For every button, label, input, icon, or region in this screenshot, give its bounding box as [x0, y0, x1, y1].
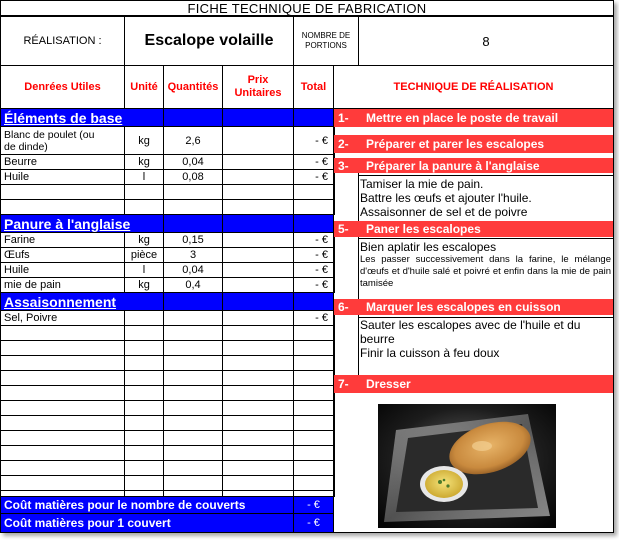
ingredient-total	[293, 370, 335, 386]
ingredient-name	[0, 184, 125, 200]
col-header-technique: TECHNIQUE DE RÉALISATION	[333, 65, 614, 109]
footer-value-per-cover: - €	[293, 513, 334, 533]
ingredient-price	[222, 126, 294, 155]
ingredient-qty	[163, 475, 223, 491]
ingredient-unit	[124, 325, 164, 341]
ingredient-qty	[163, 430, 223, 446]
ingredient-qty: 0,4	[163, 277, 223, 293]
ingredient-price	[222, 262, 294, 278]
ingredient-qty	[163, 355, 223, 371]
ingredient-qty	[163, 415, 223, 431]
step-3-line: Tamiser la mie de pain.	[360, 177, 484, 191]
ingredient-name	[0, 400, 125, 416]
ingredient-price	[222, 370, 294, 386]
ingredient-price	[222, 247, 294, 263]
ingredient-name	[0, 340, 125, 356]
ingredient-qty	[163, 445, 223, 461]
step-5-body	[360, 240, 611, 290]
ingredient-price	[222, 277, 294, 293]
ingredient-price	[222, 232, 294, 248]
step-3-header	[334, 158, 613, 173]
ingredient-price	[222, 415, 294, 431]
ingredient-qty	[163, 325, 223, 341]
ingredient-unit: pièce	[124, 247, 164, 263]
ingredient-name	[0, 460, 125, 476]
step-6-body	[360, 318, 590, 360]
ingredient-name	[0, 475, 125, 491]
ingredient-total	[293, 475, 335, 491]
ingredient-unit	[124, 199, 164, 215]
ingredient-total: - €	[293, 247, 335, 263]
ingredient-unit: l	[124, 169, 164, 185]
step-6-header	[334, 299, 613, 315]
ingredient-price	[222, 400, 294, 416]
step-2-number: 2-	[338, 137, 349, 151]
ingredient-unit	[124, 370, 164, 386]
portions-label: NOMBRE DE PORTIONS	[293, 16, 359, 66]
step-3-line: Battre les œufs et ajouter l'huile.	[360, 191, 532, 205]
ingredient-name	[0, 370, 125, 386]
ingredient-name	[0, 199, 125, 215]
step-6-line: Finir la cuisson à feu doux	[360, 346, 500, 360]
ingredient-unit	[124, 385, 164, 401]
plated-escalope-photo	[378, 404, 556, 528]
ingredient-total: - €	[293, 169, 335, 185]
step-2-header	[334, 135, 613, 153]
ingredient-qty: 2,6	[163, 126, 223, 155]
ingredient-unit	[124, 340, 164, 356]
ingredient-total: - €	[293, 277, 335, 293]
ingredient-unit	[124, 460, 164, 476]
recipe-name: Escalope volaille	[124, 16, 294, 66]
ingredient-total	[293, 184, 335, 200]
ingredient-name	[0, 385, 125, 401]
ingredient-name: Huile	[0, 169, 125, 185]
col-header-denrees: Denrées Utiles	[0, 65, 125, 109]
ingredient-name: mie de pain	[0, 277, 125, 293]
step-7-title: Dresser	[366, 377, 411, 391]
ingredients-table	[0, 108, 334, 496]
ingredient-price	[222, 430, 294, 446]
ingredient-price	[222, 385, 294, 401]
ingredient-price	[222, 154, 294, 170]
ingredient-total	[293, 430, 335, 446]
ingredient-total	[293, 445, 335, 461]
ingredient-name: Beurre	[0, 154, 125, 170]
ingredient-total	[293, 400, 335, 416]
ingredient-unit	[124, 400, 164, 416]
ingredient-total: - €	[293, 232, 335, 248]
ingredient-total: - €	[293, 126, 335, 155]
footer-label-total: Coût matières pour le nombre de couverts	[0, 496, 294, 514]
step-5-line: Les passer successivement dans la farine, le mélange d'œufs et d'huile salé et poivré et enfin dans la mie de pain tamisée	[360, 254, 611, 289]
ingredient-qty	[163, 385, 223, 401]
footer-value-total: - €	[293, 496, 334, 514]
section-title: Éléments de base	[0, 108, 164, 127]
step-3-number: 3-	[338, 158, 349, 173]
ingredient-name: Huile	[0, 262, 125, 278]
ingredient-total	[293, 340, 335, 356]
ingredient-price	[222, 445, 294, 461]
ingredient-name: Œufs	[0, 247, 125, 263]
step-2-title: Préparer et parer les escalopes	[366, 137, 545, 151]
step-6-number: 6-	[338, 300, 349, 314]
ingredient-unit	[124, 430, 164, 446]
ingredient-unit: kg	[124, 154, 164, 170]
step-7-header	[334, 375, 613, 393]
sheet-title: FICHE TECHNIQUE DE FABRICATION	[0, 0, 614, 16]
ingredient-total	[293, 415, 335, 431]
ingredient-unit	[124, 184, 164, 200]
ingredient-qty	[163, 184, 223, 200]
section-title: Panure à l'anglaise	[0, 214, 164, 233]
section-band	[163, 214, 334, 233]
col-header-quantites: Quantités	[163, 65, 223, 109]
ingredient-name	[0, 430, 125, 446]
portions-value: 8	[358, 16, 614, 66]
ingredient-price	[222, 310, 294, 326]
section-title: Assaisonnement	[0, 292, 164, 311]
ingredient-price	[222, 475, 294, 491]
ingredient-qty: 0,15	[163, 232, 223, 248]
ingredient-unit	[124, 445, 164, 461]
ingredient-qty	[163, 340, 223, 356]
ingredient-name	[0, 445, 125, 461]
ingredient-price	[222, 460, 294, 476]
section-band	[163, 292, 334, 311]
step-1-number: 1-	[338, 111, 349, 125]
ingredient-unit	[124, 475, 164, 491]
ingredient-qty: 0,04	[163, 262, 223, 278]
ingredient-qty: 0,08	[163, 169, 223, 185]
col-header-prix: Prix Unitaires	[222, 65, 294, 109]
ingredient-total	[293, 199, 335, 215]
ingredient-qty	[163, 199, 223, 215]
ingredient-qty	[163, 310, 223, 326]
ingredient-name	[0, 355, 125, 371]
ingredient-price	[222, 355, 294, 371]
food-photo-image	[378, 404, 556, 528]
ingredient-name	[0, 415, 125, 431]
ingredient-name	[0, 325, 125, 341]
ingredient-unit: kg	[124, 277, 164, 293]
ingredient-total	[293, 385, 335, 401]
ingredient-total: - €	[293, 262, 335, 278]
ingredient-unit: kg	[124, 126, 164, 155]
ingredient-name: Blanc de poulet (ou de dinde)	[0, 126, 125, 155]
section-band	[163, 108, 334, 127]
ingredient-total: - €	[293, 154, 335, 170]
step-3-title: Préparer la panure à l'anglaise	[366, 158, 540, 173]
step-5-line: Bien aplatir les escalopes	[360, 240, 497, 254]
ingredient-unit	[124, 310, 164, 326]
footer-label-per-cover: Coût matières pour 1 couvert	[0, 513, 294, 533]
ingredient-name: Farine	[0, 232, 125, 248]
col-header-unite: Unité	[124, 65, 164, 109]
ingredient-price	[222, 325, 294, 341]
step-7-number: 7-	[338, 377, 349, 391]
step-5-title: Paner les escalopes	[366, 222, 481, 236]
ingredient-unit: l	[124, 262, 164, 278]
ingredient-total: - €	[293, 310, 335, 326]
ingredient-qty: 0,04	[163, 154, 223, 170]
ingredient-price	[222, 169, 294, 185]
ingredient-total	[293, 325, 335, 341]
ingredient-unit: kg	[124, 232, 164, 248]
step-5-number: 5-	[338, 222, 349, 236]
ingredient-name: Sel, Poivre	[0, 310, 125, 326]
ingredient-price	[222, 184, 294, 200]
ingredient-unit	[124, 355, 164, 371]
step-5-header	[334, 221, 613, 237]
ingredient-total	[293, 355, 335, 371]
step-1-header	[334, 109, 613, 127]
ingredient-qty	[163, 400, 223, 416]
realisation-label: RÉALISATION :	[0, 16, 125, 66]
ingredient-unit	[124, 415, 164, 431]
step-3-line: Assaisonner de sel et de poivre	[360, 205, 528, 219]
step-6-title: Marquer les escalopes en cuisson	[366, 300, 561, 314]
col-header-total: Total	[293, 65, 334, 109]
ingredient-qty: 3	[163, 247, 223, 263]
step-6-line: Sauter les escalopes avec de l'huile et du beurre	[360, 318, 581, 346]
ingredient-qty	[163, 370, 223, 386]
ingredient-price	[222, 199, 294, 215]
ingredient-price	[222, 340, 294, 356]
ingredient-qty	[163, 460, 223, 476]
ingredient-total	[293, 460, 335, 476]
step-1-title: Mettre en place le poste de travail	[366, 111, 559, 125]
step-3-body	[360, 177, 610, 219]
